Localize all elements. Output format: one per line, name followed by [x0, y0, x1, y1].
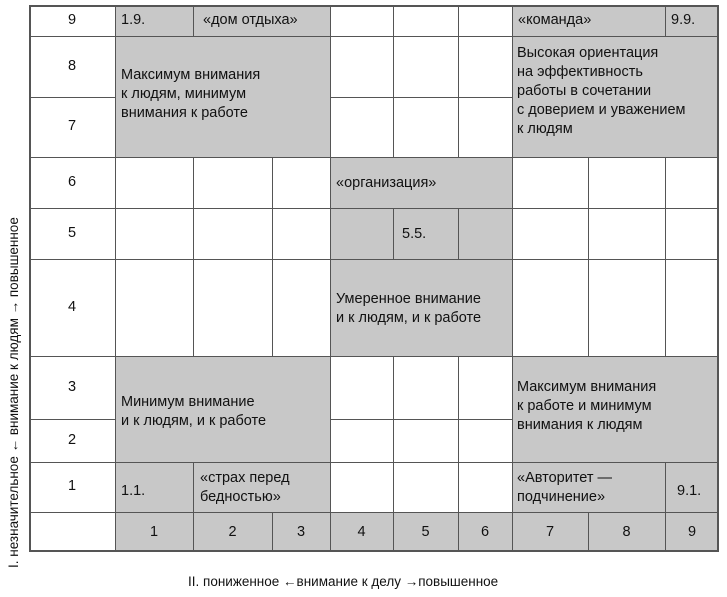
grid-cell [115, 208, 193, 259]
grid-cell [512, 208, 588, 259]
grid-cell [272, 157, 330, 208]
grid-cell [330, 462, 393, 512]
grid-cell [193, 157, 272, 208]
grid-cell [115, 259, 193, 356]
grid-cell [458, 462, 512, 512]
label-5-5: 5.5. [402, 226, 427, 242]
col-label: 2 [228, 524, 237, 540]
grid-cell [330, 97, 393, 157]
label-max-people: Максимум внимания к людям, минимум внимания к работе [121, 67, 261, 121]
label-1-9: 1.9. [121, 12, 146, 28]
grid-cell [393, 97, 458, 157]
grid-cell [665, 259, 719, 356]
label-komanda: «команда» [518, 12, 592, 28]
col-label: 1 [149, 524, 159, 540]
grid-cell [665, 157, 719, 208]
label-9-9: 9.9. [671, 12, 696, 28]
grid-cell [393, 419, 458, 462]
grid-cell [458, 36, 512, 97]
row-label: 3 [67, 378, 77, 395]
grid-cell [458, 419, 512, 462]
grid-left-border [29, 5, 31, 552]
grid-cell [512, 259, 588, 356]
grid-cell [665, 208, 719, 259]
grid-cell [193, 208, 272, 259]
col-label: 8 [622, 524, 631, 540]
col-label: 5 [421, 524, 430, 540]
row-label: 7 [67, 118, 77, 134]
grid-cell [393, 5, 458, 36]
row-label: 2 [67, 431, 77, 448]
row-label: 5 [67, 224, 77, 241]
row-label: 1 [67, 478, 77, 494]
grid-cell [272, 208, 330, 259]
grid-cell [115, 157, 193, 208]
label-9-1: 9.1. [677, 483, 702, 499]
label-max-work: Максимум внимания к работе и минимум внимания к людям [517, 379, 657, 433]
grid-cell [588, 157, 665, 208]
grid-cell [330, 356, 393, 419]
label-avtoritet: «Авторитет — подчинение» [517, 470, 613, 505]
cell-5-4 [330, 208, 393, 259]
corner-cell [29, 512, 115, 552]
grid-cell [193, 259, 272, 356]
row-label: 8 [67, 57, 77, 74]
x-axis-label: II. пониженное ←внимание к делу →повышенное [188, 574, 499, 589]
label-organizaciya: «организация» [336, 175, 437, 191]
col-label: 9 [687, 524, 697, 540]
label-1-1: 1.1. [121, 483, 146, 499]
grid-cell [458, 356, 512, 419]
grid-cell [458, 97, 512, 157]
row-label: 9 [67, 11, 77, 28]
row-label: 6 [67, 173, 77, 190]
grid-cell [330, 419, 393, 462]
col-label: 4 [357, 524, 366, 540]
label-high-orientation: Высокая ориентация на эффективность работы в сочетании с доверием и уважением к людям [517, 45, 686, 137]
col-label: 7 [545, 524, 555, 540]
grid-top-border [29, 5, 719, 7]
label-strah: «страх перед бедностью» [200, 470, 290, 505]
grid-cell [393, 356, 458, 419]
grid-cell [512, 157, 588, 208]
grid-cell [458, 5, 512, 36]
label-min-both: Минимум внимание и к людям, и к работе [121, 394, 267, 429]
grid-cell [393, 36, 458, 97]
col-label: 6 [480, 524, 490, 540]
grid-cell [588, 208, 665, 259]
col-label: 3 [296, 524, 306, 540]
cell-6-5 [458, 208, 512, 259]
grid-cell [393, 462, 458, 512]
label-dom-otdyha: «дом отдыха» [203, 12, 298, 28]
grid-cell [272, 259, 330, 356]
y-axis-label: I. незначительное ← внимание к людям → повышенное [6, 217, 21, 568]
label-moderate: Умеренное внимание и к людям, и к работе [336, 291, 482, 326]
grid-cell [330, 5, 393, 36]
grid-cell [588, 259, 665, 356]
row-label: 4 [67, 298, 77, 315]
grid-cell [330, 36, 393, 97]
